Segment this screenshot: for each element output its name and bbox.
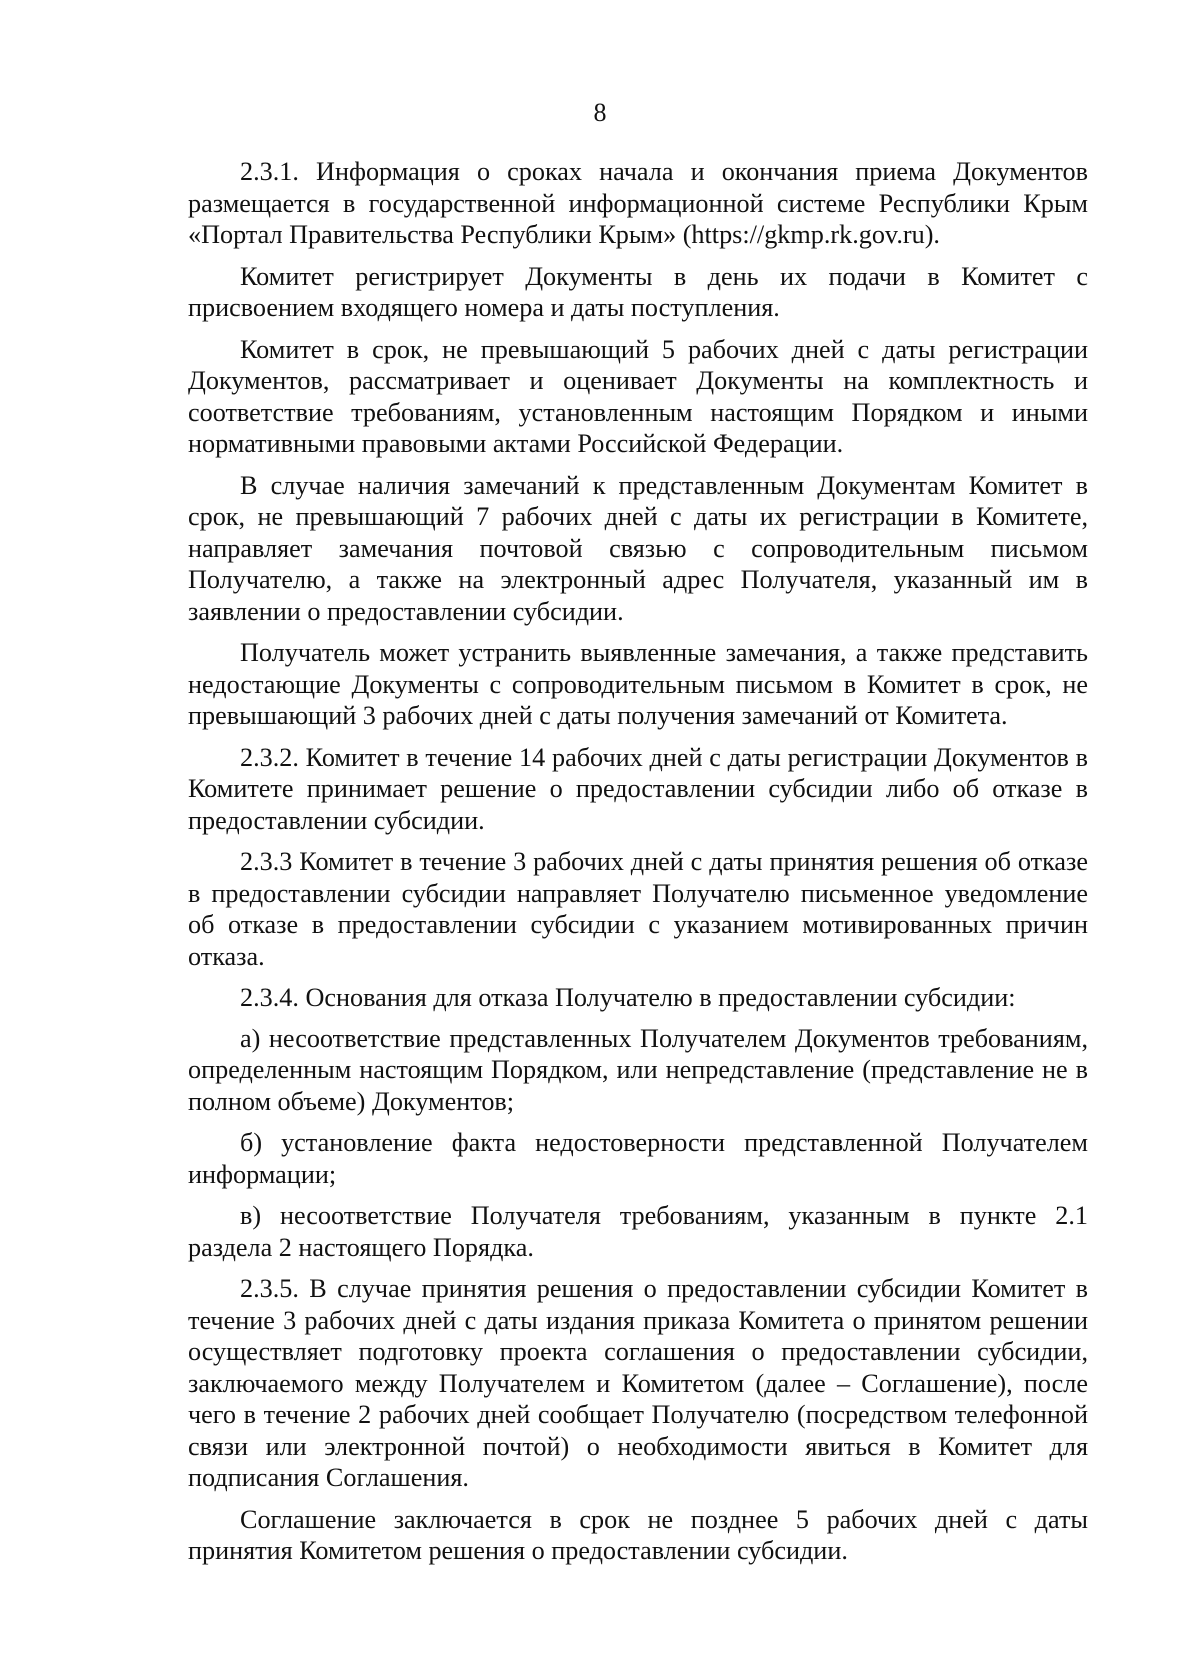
page-number: 8 (593, 98, 607, 127)
paragraph-2-3-5: 2.3.5. В случае принятия решения о предоставлении субсидии Комитет в течение 3 рабочих дней с даты издания приказа Комитета о принятом решении осуществляет подготовку проекта соглашения о предоставлении субсидии, заключаемого между Получателем и Комитетом (далее – Соглашение), после чего в течение 2 рабочих дней сообщает Получателю (посредством телефонной связи или электронной почтой) о необходимости явиться в Комитет для подписания Соглашения. (188, 1274, 1088, 1492)
paragraph-2-3-4: 2.3.4. Основания для отказа Получателю в предоставлении субсидии: (240, 983, 1016, 1012)
paragraph-2-3-1: 2.3.1. Информация о сроках начала и окончания приема Документов размещается в государственной информационной системе Республики Крым «Портал Правительства Республики Крым» (https://gkmp.rk.gov.ru). (188, 157, 1088, 249)
paragraph-fix-remarks: Получатель может устранить выявленные замечания, а также представить недостающие Документы с сопроводительным письмом в Комитет в срок, не превышающий 3 рабочих дней с даты получения замечаний от Комитета. (188, 638, 1088, 730)
paragraph-review: Комитет в срок, не превышающий 5 рабочих дней с даты регистрации Документов, рассматривает и оценивает Документы на комплектность и соответствие требованиям, установленным настоящим Порядком и иными нормативными правовыми актами Российской Федерации. (188, 334, 1088, 458)
list-item-a: а) несоответствие представленных Получателем Документов требованиям, определенным настоящим Порядком, или непредставление (представление не в полном объеме) Документов; (188, 1023, 1088, 1116)
list-item-b: б) установление факта недостоверности представленной Получателем информации; (188, 1128, 1088, 1189)
paragraph-remarks: В случае наличия замечаний к представленным Документам Комитет в срок, не превышающий 7 рабочих дней с даты их регистрации в Комитете, направляет замечания почтовой связью с сопроводительным письмом Получателю, а также на электронный адрес Получателя, указанный им в заявлении о предоставлении субсидии. (188, 470, 1088, 626)
paragraph-registration: Комитет регистрирует Документы в день их подачи в Комитет с присвоением входящего номера и даты поступления. (188, 261, 1088, 322)
paragraph-2-3-2: 2.3.2. Комитет в течение 14 рабочих дней с даты регистрации Документов в Комитете принимает решение о предоставлении субсидии либо об отказе в предоставлении субсидии. (188, 742, 1088, 835)
list-item-v: в) несоответствие Получателя требованиям, указанным в пункте 2.1 раздела 2 настоящего Порядка. (188, 1201, 1088, 1262)
document-body (188, 156, 1088, 1577)
paragraph-2-3-3: 2.3.3 Комитет в течение 3 рабочих дней с даты принятия решения об отказе в предоставлении субсидии направляет Получателю письменное уведомление об отказе в предоставлении субсидии с указанием мотивированных причин отказа. (188, 847, 1088, 971)
paragraph-agreement: Соглашение заключается в срок не позднее 5 рабочих дней с даты принятия Комитетом решения о предоставлении субсидии. (188, 1504, 1088, 1565)
